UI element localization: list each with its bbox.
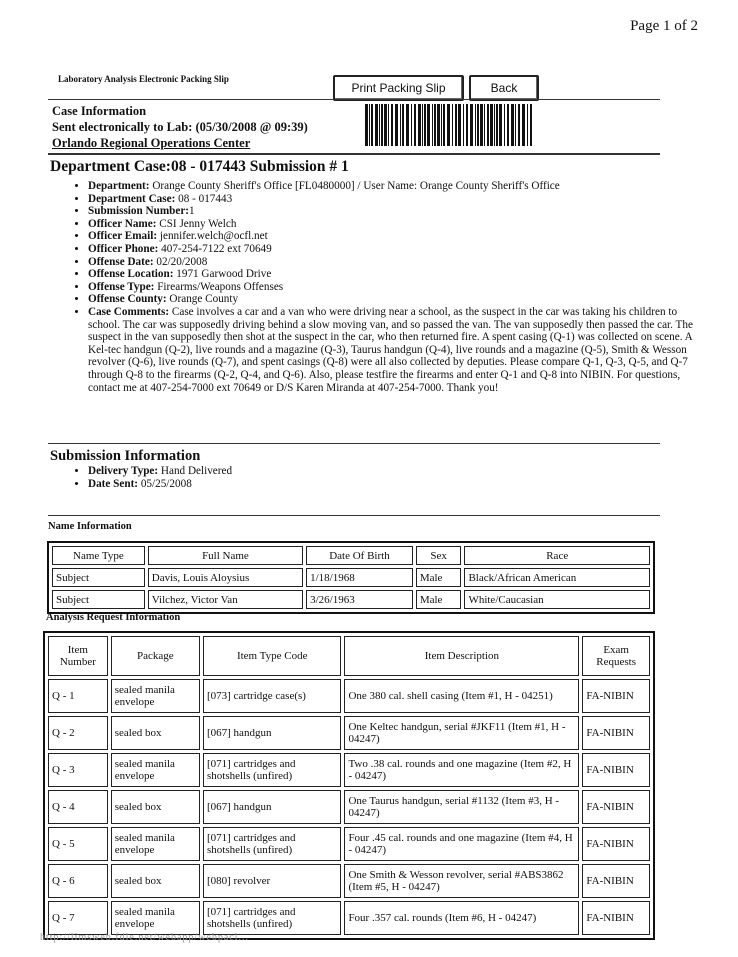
case-details-list [70,180,698,394]
table-cell: White/Caucasian [464,590,650,609]
barcode-bar [484,104,485,146]
case-detail-item-label: Offense County: [88,293,167,306]
analysis-request-heading: Analysis Request Information [46,612,181,623]
barcode-bar [427,104,430,146]
table-cell: Vilchez, Victor Van [148,590,303,609]
barcode-bar [477,104,479,146]
case-information [52,103,308,151]
barcode [365,104,533,146]
case-detail-item-value: jennifer.welch@ocfl.net [157,230,268,243]
barcode-bar [504,104,505,146]
submission-detail-item-label: Date Sent: [88,478,139,490]
table-cell: [071] cartridges and shotshells (unfired) [203,753,341,787]
table-cell: Q - 6 [48,864,108,898]
divider [48,99,660,100]
table-cell: Q - 1 [48,679,108,713]
barcode-bar [480,104,483,146]
barcode-bar [522,104,525,146]
barcode-bar [418,104,421,146]
barcode-bar [496,104,498,146]
barcode-bar [381,104,383,146]
table-cell: [073] cartridge case(s) [203,679,341,713]
name-information-table [47,541,655,614]
barcode-bar [466,104,468,146]
table-cell: 1/18/1968 [306,568,413,587]
barcode-bar [455,104,457,146]
table-cell: sealed manila envelope [111,901,200,935]
table-cell: FA-NIBIN [582,716,650,750]
table-cell: Q - 4 [48,790,108,824]
barcode-bar [515,104,516,146]
table-cell: [080] revolver [203,864,341,898]
table-cell: Two .38 cal. rounds and one magazine (Item #2, H - 04247) [344,753,579,787]
table-cell: [067] handgun [203,716,341,750]
department-case-heading: Department Case:08 - 017443 Submission # 1 [50,158,349,175]
packing-slip-title: Laboratory Analysis Electronic Packing Slip [58,74,229,84]
case-detail-item-label: Officer Email: [88,230,158,243]
column-header: Package [111,636,200,676]
case-detail-item-label: Department: [88,180,150,192]
case-detail-item-label: Department Case: [88,192,176,205]
case-detail-item [88,205,698,218]
footer-url-fragment: http://limsweb.fdle.net/webapp/webpacl... [40,932,250,943]
case-detail-item-value: CSI Jenny Welch [156,217,237,230]
submission-detail-item [88,465,232,478]
case-detail-item-value: 407-254-7122 ext 70649 [158,242,272,255]
table-row [48,716,650,750]
table-cell: Q - 7 [48,901,108,935]
table-cell: One Keltec handgun, serial #JKF11 (Item #1, H - 04247) [344,716,579,750]
case-detail-item-value: Case involves a car and a van who were driving near a school, as the suspect in the car was taking his children to school. The car was supposedly driving behind a slow moving van, and so passed the van. The van supposedly then passed the car. The suspect in the van supposedly then shot at the suspect in the car, who then returned fire. A spent casing (Q-1) was collected on scene. A Kel-tec handgun (Q-2), live rounds and a magazine (Q-3), Taurus handgun (Q-4), live rounds and a magazine (Q-5), Smith & Wesson revolver (Q-6), live rounds (Q-7), and spent casings (Q-8) were all also collected by deputies. Please compare Q-1, Q-3, Q-5, and Q-7 through Q-8 to the firearms (Q-2, Q-4, and Q-6). Also, please testfire the firearms and enter Q-1 and Q-8 into NIBIN. For questions, contact me at 407-254-7000 ext 70649 or D/S Karen Miranda at 407-254-7000. Thank you! [88,305,693,394]
barcode-bar [447,104,450,146]
barcode-bar [400,104,401,146]
barcode-bar [432,104,433,146]
table-cell: Subject [52,590,145,609]
page-number: Page 1 of 2 [630,18,698,34]
column-header: Race [464,546,650,565]
divider [48,515,660,516]
column-header: Name Type [52,546,145,565]
table-cell: sealed manila envelope [111,753,200,787]
table-cell: [071] cartridges and shotshells (unfired) [203,827,341,861]
barcode-bar [494,104,495,146]
column-header: Item Description [344,636,579,676]
case-detail-item [88,293,698,306]
barcode-bar [518,104,520,146]
case-detail-item-value: Firearms/Weapons Offenses [154,280,284,293]
table-cell: Subject [52,568,145,587]
table-cell: FA-NIBIN [582,827,650,861]
case-detail-item-value: 1971 Garwood Drive [173,268,272,281]
barcode-bar [391,104,393,146]
barcode-bar [379,104,380,146]
table-cell: FA-NIBIN [582,901,650,935]
case-detail-item-value: Orange County Sheriff's Office [FL0480000] / User Name: Orange County Sheriff's Office [149,180,560,192]
table-cell: [067] handgun [203,790,341,824]
table-cell: sealed manila envelope [111,827,200,861]
barcode-bar [487,104,489,146]
table-cell: Male [416,568,462,587]
table-row [48,790,650,824]
column-header: Item Number [48,636,108,676]
barcode-bar [441,104,442,146]
barcode-bar [490,104,493,146]
sent-electronically: Sent electronically to Lab: (05/30/2008 @ 09:39) [52,120,308,134]
case-detail-item [88,230,698,243]
case-detail-item [88,180,698,193]
case-detail-item [88,256,698,269]
table-cell: Four .45 cal. rounds and one magazine (Item #4, H - 04247) [344,827,579,861]
barcode-bar [499,104,502,146]
case-detail-item [88,306,698,394]
submission-details-list [70,465,232,491]
table-cell: Black/African American [464,568,650,587]
barcode-bar [424,104,426,146]
table-row [48,827,650,861]
barcode-bar [402,104,404,146]
barcode-bar [384,104,387,146]
barcode-bar [369,104,370,146]
table-cell: FA-NIBIN [582,790,650,824]
table-cell: One 380 cal. shell casing (Item #1, H - 04251) [344,679,579,713]
column-header: Sex [416,546,462,565]
table-cell: One Taurus handgun, serial #1132 (Item #3, H - 04247) [344,790,579,824]
table-cell: sealed manila envelope [111,679,200,713]
table-cell: FA-NIBIN [582,679,650,713]
barcode-bar [470,104,473,146]
divider [48,153,660,155]
case-detail-item [88,243,698,256]
submission-detail-item-value: Hand Delivered [158,465,233,477]
column-header: Item Type Code [203,636,341,676]
barcode-bar [452,104,453,146]
barcode-bar [371,104,373,146]
barcode-bar [434,104,436,146]
name-information-heading: Name Information [48,521,132,532]
barcode-bar [475,104,476,146]
table-cell: Q - 5 [48,827,108,861]
table-cell: 3/26/1963 [306,590,413,609]
table-cell: sealed box [111,716,200,750]
barcode-bar [527,104,528,146]
case-detail-item-value: 1 [189,205,195,218]
table-row [48,753,650,787]
barcode-bar [388,104,389,146]
barcode-bar [507,104,509,146]
table-cell: sealed box [111,790,200,824]
case-detail-item [88,193,698,206]
table-cell: [071] cartridges and shotshells (unfired) [203,901,341,935]
submission-detail-item-value: 05/25/2008 [138,478,192,490]
submission-detail-item [88,478,232,491]
barcode-bar [406,104,409,146]
column-header: Exam Requests [582,636,650,676]
back-button[interactable]: Back [469,75,539,101]
case-detail-item-value: Orange County [166,293,239,306]
case-detail-item-label: Officer Name: [88,217,157,230]
table-row [48,679,650,713]
table-cell: sealed box [111,864,200,898]
table-cell: Davis, Louis Aloysius [148,568,303,587]
case-info-heading: Case Information [52,104,147,118]
column-header: Date Of Birth [306,546,413,565]
barcode-bar [414,104,416,146]
submission-detail-item-label: Delivery Type: [88,465,159,477]
table-cell: Male [416,590,462,609]
table-cell: Four .357 cal. rounds (Item #6, H - 04247) [344,901,579,935]
print-packing-slip-button[interactable]: Print Packing Slip [333,75,464,101]
barcode-bar [530,104,532,146]
barcode-bar [443,104,445,146]
case-detail-item [88,218,698,231]
barcode-bar [411,104,412,146]
table-cell: FA-NIBIN [582,753,650,787]
barcode-bar [365,104,368,146]
barcode-bar [463,104,464,146]
table-row [52,568,650,587]
divider [48,443,660,444]
case-detail-item-label: Case Comments: [88,305,170,318]
table-cell: Q - 3 [48,753,108,787]
case-detail-item-value: 08 - 017443 [175,192,233,205]
table-row [48,901,650,935]
barcode-bar [511,104,514,146]
table-row [52,590,650,609]
table-cell: FA-NIBIN [582,864,650,898]
regional-center-link[interactable]: Orlando Regional Operations Center [52,136,251,150]
case-detail-item-label: Offense Type: [88,280,155,293]
table-row [48,864,650,898]
analysis-request-table [43,631,655,940]
barcode-bar [395,104,398,146]
case-detail-item-label: Submission Number: [88,205,190,218]
table-cell: One Smith & Wesson revolver, serial #ABS3862 (Item #5, H - 04247) [344,864,579,898]
barcode-bar [437,104,440,146]
case-detail-item [88,268,698,281]
submission-heading: Submission Information [50,448,201,464]
case-detail-item [88,281,698,294]
case-detail-item-label: Officer Phone: [88,242,159,255]
case-detail-item-value: 02/20/2008 [153,255,208,268]
case-detail-item-label: Offense Date: [88,255,154,268]
table-cell: Q - 2 [48,716,108,750]
barcode-bar [458,104,461,146]
barcode-bar [375,104,378,146]
column-header: Full Name [148,546,303,565]
case-detail-item-label: Offense Location: [88,268,174,281]
barcode-bar [422,104,423,146]
